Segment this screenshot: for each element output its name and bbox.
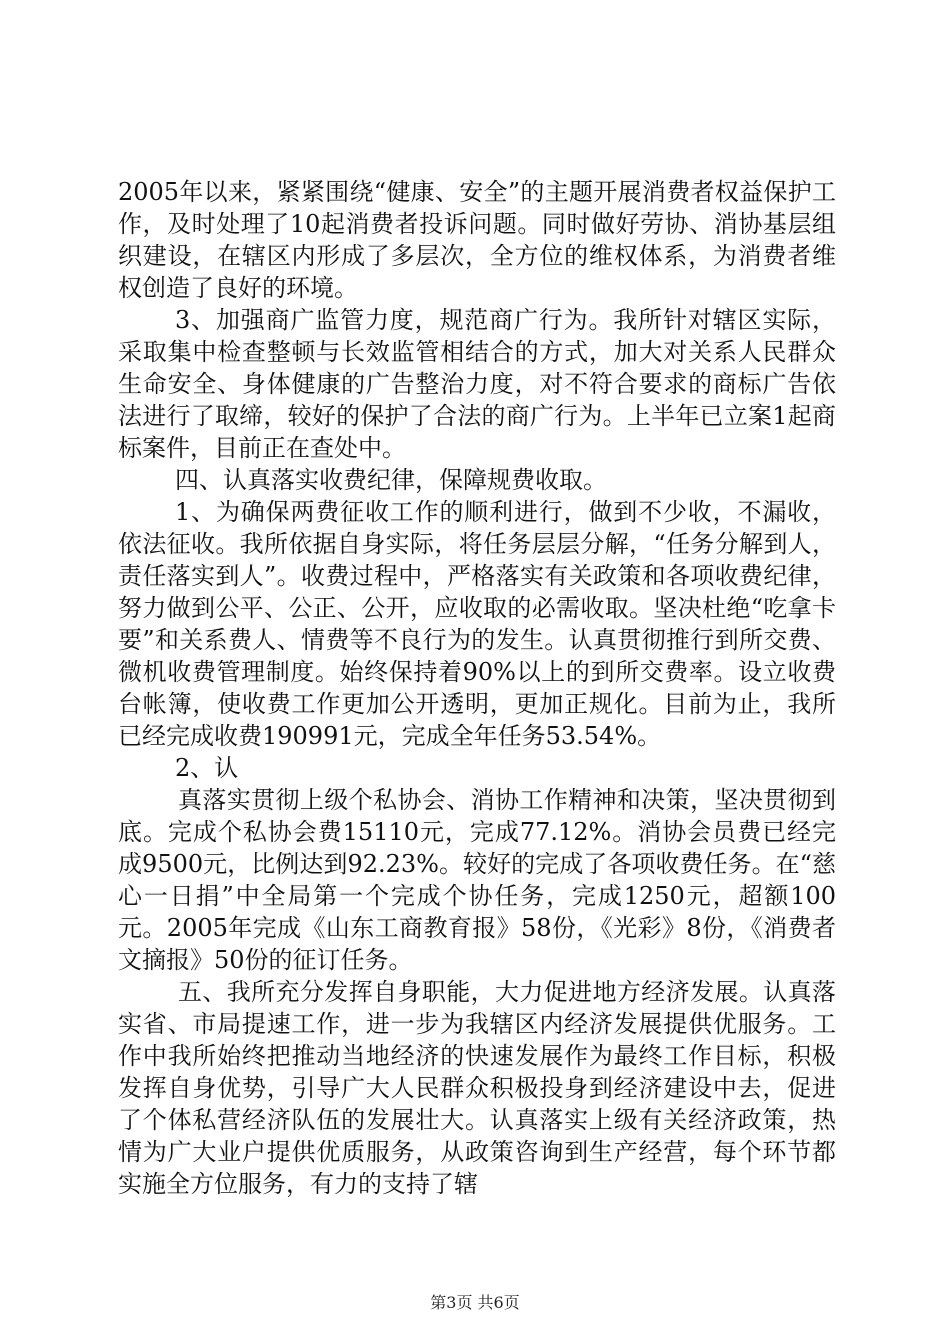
paragraph-advertising-supervision: 3、加强商广监管力度，规范商广行为。我所针对辖区实际，采取集中检查整顿与长效监管相结合的方式，加大对关系人民群众生命安全、身体健康的广告整治力度，对不符合要求的商标广告依法进行了取缔，较好的保护了合法的商广行为。上半年已立案1起商标案件，目前正在查处中。	[118, 306, 836, 462]
paragraph-fee-collection: 1、为确保两费征收工作的顺利进行，做到不少收，不漏收，依法征收。我所依据自身实际，将任务层层分解，“任务分解到人，责任落实到人”。收费过程中，严格落实有关政策和各项收费纪律，努力做到公平、公正、公开，应收取的必需收取。坚决杜绝“吃拿卡要”和关系费人、情费等不良行为的发生。认真贯彻推行到所交费、微机收费管理制度。始终保持着90%以上的到所交费率。设立收费台帐簿，使收费工作更加公开透明，更加正规化。目前为止，我所已经完成收费190991元，完成全年任务53.54%。	[118, 498, 836, 750]
paragraph-economic-development: 五、我所充分发挥自身职能，大力促进地方经济发展。认真落实省、市局提速工作，进一步为我辖区内经济发展提供优服务。工作中我所始终把推动当地经济的快速发展作为最终工作目标，积极发挥自身优势，引导广大人民群众积极投身到经济建设中去，促进了个体私营经济队伍的发展壮大。认真落实上级有关经济政策，热情为广大业户提供优质服务，从政策咨询到生产经营，每个环节都实施全方位服务，有力的支持了辖	[118, 978, 836, 1198]
paragraph-consumer-rights: 2005年以来，紧紧围绕“健康、安全”的主题开展消费者权益保护工作，及时处理了10起消费者投诉问题。同时做好劳协、消协基层组织建设，在辖区内形成了多层次，全方位的维权体系，为消费者维权创造了良好的环境。	[118, 178, 836, 302]
paragraph-item-2-start: 2、认	[175, 754, 239, 782]
paragraph-association-fees: 真落实贯彻上级个私协会、消协工作精神和决策，坚决贯彻到底。完成个私协会费15110元，完成77.12%。消协会员费已经完成9500元，比例达到92.23%。较好的完成了各项收费任务。在“慈心一日捐”中全局第一个完成个协任务，完成1250元，超额100元。2005年完成《山东工商教育报》58份，《光彩》8份，《消费者文摘报》50份的征订任务。	[118, 786, 836, 974]
document-body	[118, 176, 836, 1200]
page-footer: 第3页 共6页	[430, 1293, 520, 1312]
section-heading-fee-discipline: 四、认真落实收费纪律，保障规费收取。	[175, 466, 607, 494]
